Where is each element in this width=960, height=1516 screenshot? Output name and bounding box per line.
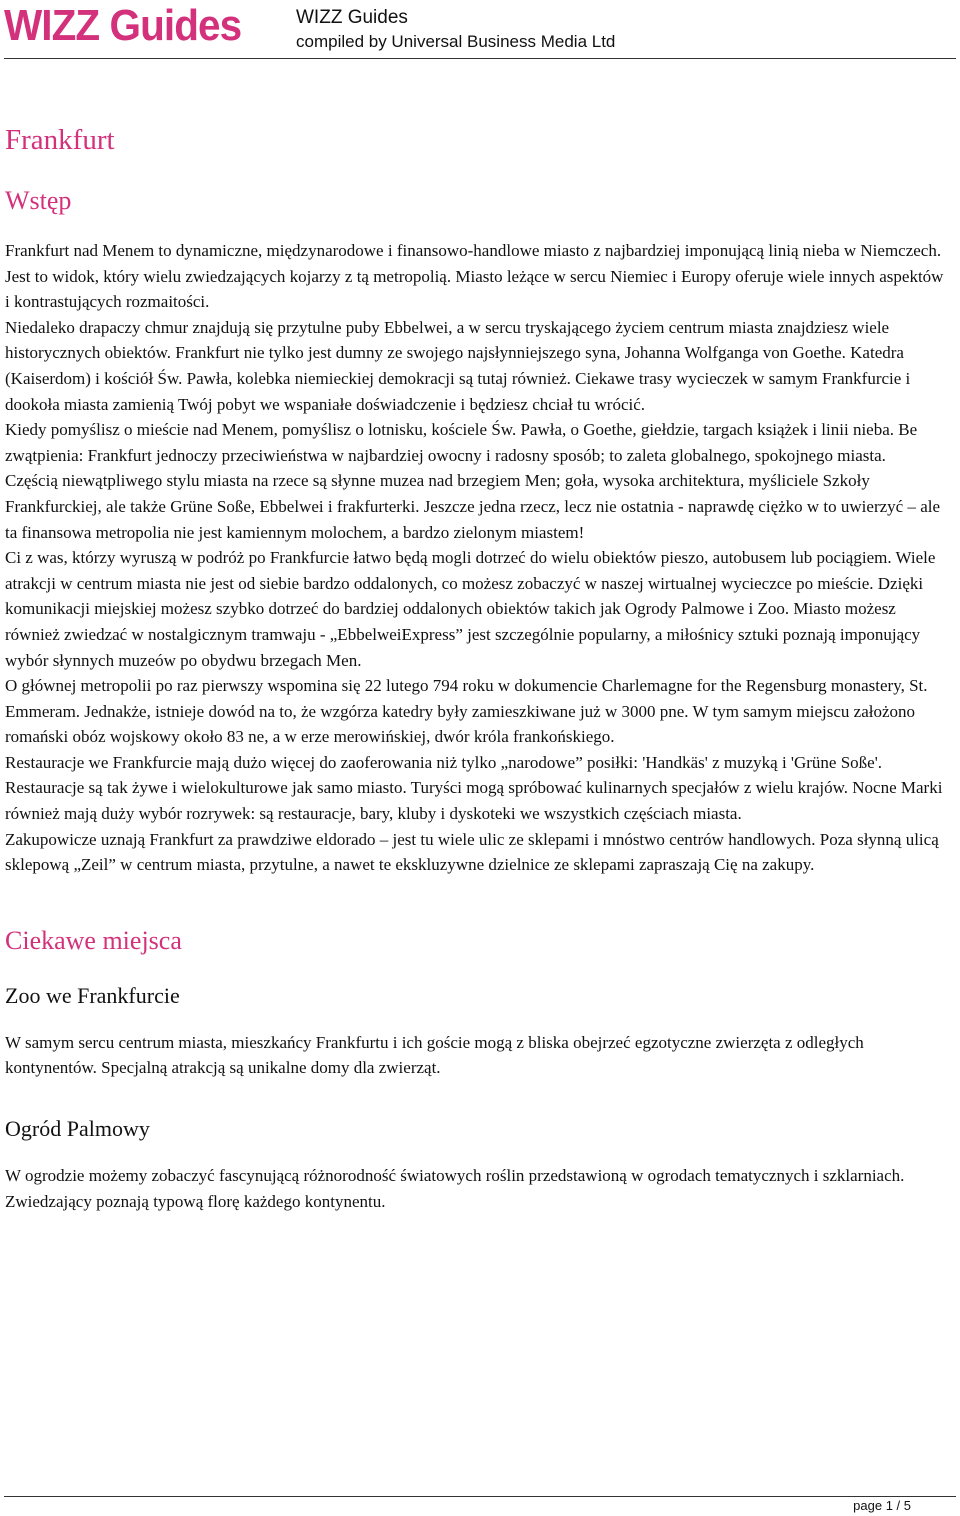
header-subtitle: compiled by Universal Business Media Ltd (296, 32, 616, 51)
intro-text (5, 238, 945, 878)
place-palm-garden (5, 1111, 945, 1214)
section-spacer (5, 878, 945, 920)
header-text-block (296, 6, 615, 54)
page-number: page 1 / 5 (853, 1498, 911, 1513)
intro-paragraph-3: Kiedy pomyślisz o mieście nad Menem, pomyślisz o lotnisku, kościele Św. Pawła, o Goethe, giełdzie, targach książek i linii nieba. Be zwątpienia: Frankfurt jednoczy przeciwieństwa w najbardziej owocny i radosny sposób; to zaleta globalnego, spokojnego miasta. (5, 420, 918, 465)
header-title: WIZZ Guides (296, 7, 408, 28)
intro-paragraph-8: Zakupowicze uznają Frankfurt za prawdziwe eldorado – jest tu wiele ulic ze sklepami i mnóstwo centrów handlowych. Poza słynną ulicą sklepową „Zeil” w centrum miasta, przytulne, a nawet te ekskluzywne dzielnice ze sklepami zapraszają Cię na zakupy. (5, 829, 939, 875)
place-zoo (5, 978, 945, 1081)
city-title: Frankfurt (5, 124, 115, 156)
page-header (0, 0, 960, 60)
place-title-palm-garden: Ogród Palmowy (5, 1116, 150, 1142)
intro-paragraph-4: Częścią niewątpliwego stylu miasta na rzece są słynne muzea nad brzegiem Men; goła, wysoka architektura, myśliciele Szkoły Frankfurckiej, ale także Grüne Soße, Ebbelwei i frakfurterki. Jeszcze jedna rzecz, lecz nie ostatnia - naprawdę ciężko w to uwierzyć – ale ta finansowa metropolia nie jest kamiennym molochem, a bardzo zielonym miastem! (5, 471, 941, 542)
header-divider (4, 58, 956, 59)
place-text-zoo: W samym sercu centrum miasta, mieszkańcy Frankfurtu i ich goście mogą z bliska obejrzeć egzotyczne zwierzęta z odległych kontynentów. Specjalną atrakcją są unikalne domy dla zwierząt. (5, 1032, 864, 1078)
place-text-palm-garden: W ogrodzie możemy zobaczyć fascynującą różnorodność światowych roślin przedstawioną w ogrodach tematycznych i szklarniach. Zwiedzający poznają typową florę każdego kontynentu. (5, 1166, 905, 1211)
places-heading: Ciekawe miejsca (5, 925, 182, 955)
footer-divider (4, 1496, 956, 1497)
intro-paragraph-6: O głównej metropolii po raz pierwszy wspomina się 22 lutego 794 roku w dokumencie Charlemagne for the Regensburg monastery, St. Emmeram. Jednakże, istnieje dowód na to, że wzgórza katedry były zamieszkiwane już w 3000 pne. W tym samym miejscu założono romański obóz wojskowy około 83 ne, a w erze merowińskiej, dwór króla frankońskiego. (5, 676, 928, 747)
wizz-guides-logo: WIZZ Guides (4, 1, 242, 50)
intro-paragraph-2: Niedaleko drapaczy chmur znajdują się przytulne puby Ebbelwei, a w sercu tryskającego życiem centrum miasta znajdziesz wiele historycznych obiektów. Frankfurt nie tylko jest dumny ze swojego najsłynniejszego syna, Johanna Wolfganga von Goethe. Katedra (Kaiserdom) i kościół Św. Pawła, kolebka niemieckiej demokracji są tutaj również. Ciekawe trasy wycieczek w samym Frankfurcie i dookoła miasta zamienią Twój pobyt we wspaniałe doświadczenie i będziesz chciał tu wrócić. (5, 317, 911, 414)
place-title-zoo: Zoo we Frankfurcie (5, 982, 180, 1008)
intro-paragraph-5: Ci z was, którzy wyruszą w podróż po Frankfurcie łatwo będą mogli dotrzeć do wielu obiektów pieszo, autobusem lub pociągiem. Wiele atrakcji w centrum miasta nie jest od siebie bardzo oddalonych, co możesz zobaczyć w naszej wirtualnej wycieczce po mieście. Dzięki komunikacji miejskiej możesz szybko dotrzeć do bardziej oddalonych obiektów takich jak Ogrody Palmowe i Zoo. Miasto możesz również zwiedzać w nostalgicznym tramwaju - „EbbelweiExpress” jest szczególnie popularny, a miłośnicy sztuki poznają imponujący wybór słynnych muzeów po obydwu brzegach Men. (5, 548, 936, 670)
intro-paragraph-1: Frankfurt nad Menem to dynamiczne, międzynarodowe i finansowo-handlowe miasto z najbardziej imponującą linią nieba w Niemczech. Jest to widok, który wielu zwiedzających kojarzy z tą metropolią. Miasto leżące w sercu Niemiec i Europy oferuje wiele innych aspektów i kontrastujących rozmaitości. (5, 241, 944, 312)
intro-paragraph-7: Restauracje we Frankfurcie mają dużo więcej do zaoferowania niż tylko „narodowe” posiłki: 'Handkäs' z muzyką i 'Grüne Soße'. Restauracje są tak żywe i wielokulturowe jak samo miasto. Turyści mogą spróbować kulinarnych specjałów z wielu krajów. Nocne Marki również mają duży wybór rozrywek: są restauracje, bary, kluby i dyskoteki we wszystkich częściach miasta. (5, 752, 943, 824)
document-content (5, 116, 945, 1244)
intro-heading: Wstęp (5, 186, 72, 215)
